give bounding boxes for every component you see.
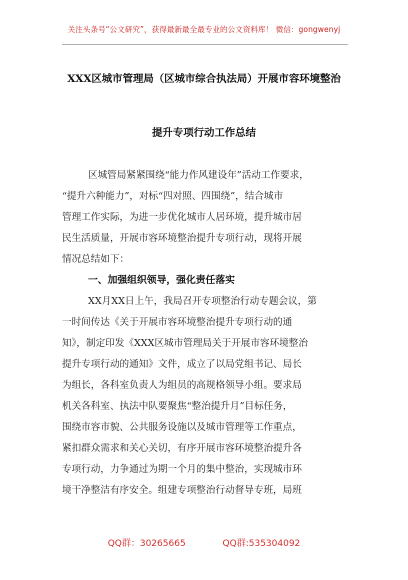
footer: [0, 536, 408, 549]
document-title-line-2: 提升专项行动工作总结: [152, 127, 256, 139]
footer-qq-group-1: QQ群：30265665: [107, 539, 186, 549]
section-heading: 一、加强组织领导，强化责任落实: [88, 275, 235, 286]
body-paragraph-line: 紧扣群众需求和关心关切，有序开展市容环境整治提升各: [62, 443, 302, 454]
body-paragraph-line: 知》，制定印发《XXX区城市管理局关于开展市容环境整治: [62, 338, 308, 349]
body-paragraph-line: 一时间传达《关于开展市容环境整治提升专项行动的通: [62, 317, 293, 328]
document-title-line-1: XXX区城市管理局（区城市综合执法局）开展市容环境整治: [67, 73, 341, 85]
header-banner: 关注头条号“公文研究”，获得最新最全最专业的公文资料库！ 微信：gongwenyj: [67, 25, 341, 34]
body-paragraph-line: 情况总结如下：: [62, 254, 130, 265]
body-paragraph-line: 围绕市容市貌、公共服务设施以及城市管理等工作重点，: [62, 422, 302, 433]
body-paragraph-line: 境干净整洁有序安全。组建专项整治行动督导专班，局班: [62, 485, 302, 496]
body-paragraph-line: “提升六种能力”，对标“四对照、四围绕”，结合城市: [62, 191, 284, 202]
body-paragraph-line: 专项行动，力争通过为期一个月的集中整治，实现城市环: [62, 464, 302, 475]
header-divider: [62, 44, 348, 45]
body-paragraph-line: 为组长，各科室负责人为组员的高规格领导小组。要求局: [62, 380, 302, 391]
body-paragraph-line: 机关各科室、执法中队要聚焦“整治提升月”目标任务，: [62, 401, 293, 412]
body-paragraph-line: 民生活质量，开展市容环境整治提升专项行动，现将开展: [62, 233, 302, 244]
body-paragraph-line: 提升专项行动的通知》文件，成立了以局党组书记、局长: [62, 359, 302, 370]
footer-qq-group-2: QQ群:535304092: [222, 539, 301, 549]
body-paragraph-line: 管理工作实际，为进一步优化城市人居环境，提升城市居: [62, 212, 302, 223]
body-paragraph-line: 区城管局紧紧围绕“能力作风建设年”活动工作要求，: [88, 170, 309, 181]
body-paragraph-line: XX月XX日上午，我局召开专项整治行动专题会议，第: [88, 296, 317, 307]
